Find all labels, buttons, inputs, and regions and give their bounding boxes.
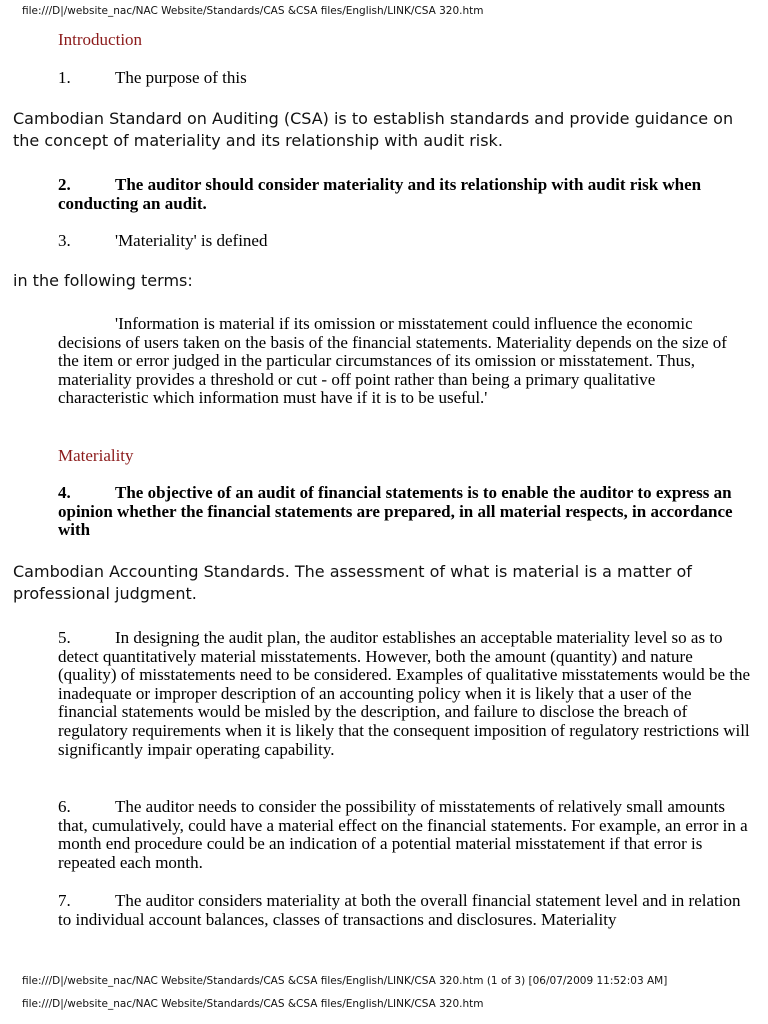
section-heading-introduction: Introduction	[58, 30, 143, 49]
paragraph-7	[58, 892, 748, 929]
paragraph-number: 2.	[58, 175, 71, 194]
footer-file-path: file:///D|/website_nac/NAC Website/Standards/CAS &CSA files/English/LINK/CSA 320.htm	[22, 998, 484, 1010]
paragraph-3	[58, 232, 748, 251]
paragraph-3-continuation: in the following terms:	[13, 271, 193, 290]
paragraph-number: 4.	[58, 483, 71, 502]
paragraph-text: The auditor needs to consider the possibility of misstatements of relatively small amounts that, cumulatively, could have a material effect on the financial statements. For example, an error in a month end procedure could be an indication of a potential material misstatement if that error is repeated each month.	[58, 797, 748, 872]
paragraph-5	[58, 629, 751, 759]
paragraph-number: 7.	[58, 891, 71, 910]
paragraph-6	[58, 798, 748, 872]
paragraph-number: 1.	[58, 68, 71, 87]
paragraph-text: The auditor considers materiality at both the overall financial statement level and in relation to individual account balances, classes of transactions and disclosures. Materiality	[58, 891, 741, 929]
paragraph-text: 'Materiality' is defined	[115, 231, 268, 250]
paragraph-text: The objective of an audit of financial statements is to enable the auditor to express an opinion whether the financial statements are prepared, in all material respects, in accordance with	[58, 483, 733, 540]
paragraph-4	[58, 484, 748, 540]
section-heading-materiality: Materiality	[58, 446, 134, 465]
paragraph-text: The purpose of this	[115, 68, 247, 87]
paragraph-number: 3.	[58, 231, 71, 250]
footer-page-info: file:///D|/website_nac/NAC Website/Standards/CAS &CSA files/English/LINK/CSA 320.htm (1 of 3) [06/07/2009 11:52:03 AM]	[22, 975, 668, 987]
header-file-path: file:///D|/website_nac/NAC Website/Standards/CAS &CSA files/English/LINK/CSA 320.htm	[22, 5, 484, 17]
paragraph-1-continuation: Cambodian Standard on Auditing (CSA) is to establish standards and provide guidance on the concept of materiality and its relationship with audit risk.	[13, 109, 734, 150]
paragraph-1	[58, 69, 748, 88]
paragraph-number: 5.	[58, 628, 71, 647]
paragraph-number: 6.	[58, 797, 71, 816]
paragraph-4-continuation: Cambodian Accounting Standards. The assessment of what is material is a matter of professional judgment.	[13, 562, 692, 603]
materiality-definition-quote: 'Information is material if its omission or misstatement could influence the economic decisions of users taken on the basis of the financial statements. Materiality depends on the size of the item or error judged in the particular circumstances of its omission or misstatement. Thus, materiality provides a threshold or cut - off point rather than being a primary qualitative characteristic which information must have if it is to be useful.'	[58, 314, 727, 408]
paragraph-text: In designing the audit plan, the auditor establishes an acceptable materiality level so as to detect quantitatively material misstatements. However, both the amount (quantity) and nature (quality) of misstatements need to be considered. Examples of qualitative misstatements would be the inadequate or improper description of an accounting policy when it is likely that a user of the financial statements would be misled by the description, and failure to disclose the breach of regulatory requirements when it is likely that the consequent imposition of regulatory restrictions will significantly impair operating capability.	[58, 628, 751, 759]
paragraph-text: The auditor should consider materiality and its relationship with audit risk when conducting an audit.	[58, 175, 702, 213]
paragraph-2	[58, 176, 748, 213]
